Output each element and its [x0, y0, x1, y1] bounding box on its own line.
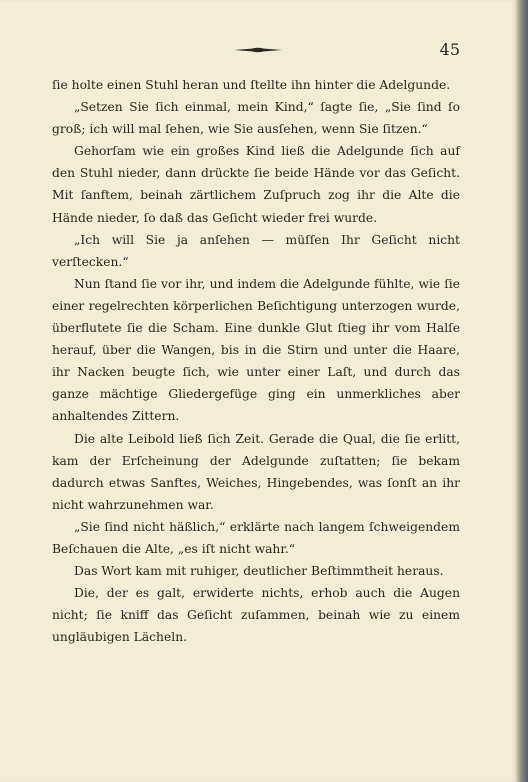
- paragraph: „Setzen Sie ſich einmal, mein Kind,“ ſagte ſie, „Sie ſind ſo groß; ich will mal ſehen, wie Sie ausſehen, wenn Sie ſitzen.“: [52, 100, 460, 137]
- page-number: 45: [439, 40, 460, 59]
- body-text: [52, 74, 460, 648]
- paragraph: ſie holte einen Stuhl heran und ſtellte ihn hinter die Adelgunde.: [52, 78, 451, 92]
- paragraph: Die, der es galt, erwiderte nichts, erhob auch die Augen nicht; ſie kniff das Geſicht zuſammen, beinah wie zu einem ungläubigen Lächeln.: [52, 586, 460, 645]
- ornament-rule-icon: [234, 47, 282, 53]
- paragraph: Nun ſtand ſie vor ihr, und indem die Adelgunde fühlte, wie ſie einer regelrechten körperlichen Beſichtigung unterzogen wurde, überflutete ſie die Scham. Eine dunkle Glut ſtieg ihr vom Halſe herauf, über die Wangen, bis in die Stirn und unter die Haare, ihr Nacken beugte ſich, wie unter einer Laſt, und durch das ganze mächtige Gliedergefüge ging ein unmerkliches aber anhaltendes Zittern.: [52, 276, 460, 424]
- paragraph: Gehorſam wie ein großes Kind ließ die Adelgunde ſich auf den Stuhl nieder, dann drückte ſie beide Hände vor das Geſicht. Mit ſanftem, beinah zärtlichem Zuſpruch zog ihr die Alte die Hände nieder, ſo daß das Geſicht wieder frei wurde.: [52, 144, 460, 225]
- paragraph: Das Wort kam mit ruhiger, deutlicher Beſtimmtheit heraus.: [74, 564, 444, 579]
- page-header: [52, 40, 460, 64]
- paragraph: Die alte Leibold ließ ſich Zeit. Gerade die Qual, die ſie erlitt, kam der Erſcheinung der Adelgunde zuſtatten; ſie bekam dadurch etwas Sanftes, Weiches, Hingebendes, was ſonſt an ihr nicht wahrzunehmen war.: [52, 431, 460, 512]
- paragraph: „Ich will Sie ja anſehen — müſſen Ihr Geſicht nicht verſtecken.“: [52, 232, 460, 269]
- paragraph: „Sie ſind nicht häßlich,“ erklärte nach langem ſchweigendem Beſchauen die Alte, „es iſt nicht wahr.“: [52, 519, 460, 556]
- page-edge: [516, 0, 528, 782]
